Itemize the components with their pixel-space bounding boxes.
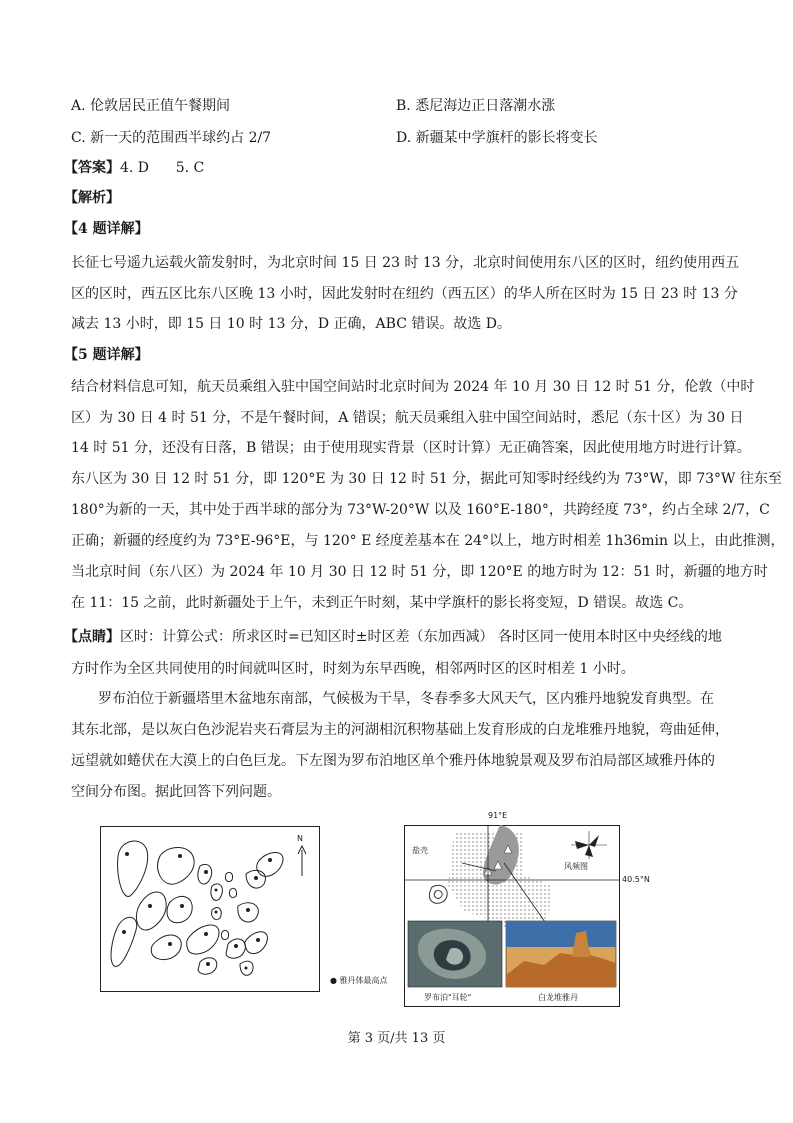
analysis-label: 【解析】 — [64, 190, 120, 206]
option-b: B. 悉尼海边正日落潮水涨 — [396, 98, 556, 114]
option-a: A. 伦敦居民正值午餐期间 — [71, 98, 231, 114]
longitude-label: 91°E — [488, 811, 508, 820]
wind-frequency-label: 风频图 — [564, 862, 588, 871]
north-label: N — [297, 834, 303, 843]
tip-line: 方时作为全区共同使用的时间就叫区时，时刻为东早西晚，相邻两时区的区时相差 1 小时。 — [71, 661, 635, 677]
option-c: C. 新一天的范围西半球约占 2/7 — [71, 130, 272, 146]
salt-crust-label: 盐壳 — [412, 846, 428, 855]
ear-ring-caption: 罗布泊"耳轮" — [424, 993, 472, 1002]
yardang-map-svg — [100, 826, 320, 992]
q4-line: 区的区时，西五区比东八区晚 13 小时，因此发射时在纽约（西五区）的华人所在区时为 15 日 23 时 13 分 — [71, 286, 738, 302]
q5-line: 在 11：15 之前，此时新疆处于上午，未到正午时刻，某中学旗杆的影长将变短，D 错误。故选 C。 — [71, 595, 693, 611]
q5-line: 结合材料信息可知，航天员乘组入驻中国空间站时北京时间为 2024 年 10 月 30 日 12 时 51 分，伦敦（中时 — [71, 379, 755, 395]
answer-value: 4. D 5. C — [120, 160, 205, 176]
bailongdui-caption: 白龙堆雅丹 — [538, 993, 578, 1002]
answer-label: 【答案】 — [64, 160, 120, 176]
tip-line — [64, 627, 722, 647]
q4-heading: 【4 题详解】 — [64, 221, 149, 237]
q4-line: 减去 13 小时，即 15 日 10 时 13 分，D 正确，ABC 错误。故选 D。 — [71, 316, 512, 332]
q5-line: 东八区为 30 日 12 时 51 分，即 120°E 为 30 日 12 时 51 分，据此可知零时经线约为 73°W，即 73°W 往东至 — [71, 471, 782, 487]
q5-line: 区）为 30 日 4 时 51 分，不是午餐时间，A 错误；航天员乘组入驻中国空间站时，悉尼（东十区）为 30 日 — [71, 410, 744, 426]
q5-line: 180°为新的一天，其中处于西半球的部分为 73°W-20°W 以及 160°E-180°，共跨经度 73°，约占全球 2/7，C — [71, 502, 770, 518]
option-d: D. 新疆某中学旗杆的影长将变长 — [396, 130, 598, 146]
passage-line: 空间分布图。据此回答下列问题。 — [71, 784, 281, 800]
page-number: 第 3 页/共 13 页 — [347, 1031, 446, 1046]
answer-line — [64, 158, 204, 178]
q5-line: 正确；新疆的经度约为 73°E-96°E，与 120° E 经度差基本在 24°以上，地方时相差 1h36min 以上，由此推测， — [71, 533, 785, 549]
passage-line: 其东北部，是以灰白色沙泥岩夹石膏层为主的河湖相沉积物基础上发育形成的白龙堆雅丹地貌，弯曲延伸， — [71, 722, 729, 738]
q5-line: 当北京时间（东八区）为 2024 年 10 月 30 日 12 时 51 分，即 120°E 的地方时为 12：51 时，新疆的地方时 — [71, 564, 768, 580]
yardang-distribution-map — [100, 826, 320, 992]
q4-line: 长征七号遥九运载火箭发射时，为北京时间 15 日 23 时 13 分，北京时间使用东八区的区时，纽约使用西五 — [71, 255, 740, 271]
passage-line: 远望就如蜷伏在大漠上的白色巨龙。下左图为罗布泊地区单个雅丹体地貌景观及罗布泊局部区域雅丹体的 — [71, 753, 715, 769]
lop-nur-map — [404, 811, 650, 1007]
lop-nur-map-svg — [404, 825, 620, 1007]
tip-label: 【点睛】 — [64, 629, 120, 645]
passage-line: 罗布泊位于新疆塔里木盆地东南部，气候极为干旱，冬春季多大风天气，区内雅丹地貌发育典型。在 — [98, 691, 714, 707]
latitude-label: 40.5°N — [622, 875, 650, 884]
q5-heading: 【5 题详解】 — [64, 347, 149, 363]
legend-yardang-peak: ● 雅丹体最高点 — [330, 976, 388, 985]
q5-line: 14 时 51 分，还没有日落，B 错误；由于使用现实背景（区时计算）无正确答案，因此使用地方时进行计算。 — [71, 440, 751, 456]
tip-text: 区时：计算公式：所求区时=已知区时±时区差（东加西减） 各时区同一使用本时区中央经线的地 — [120, 629, 722, 645]
